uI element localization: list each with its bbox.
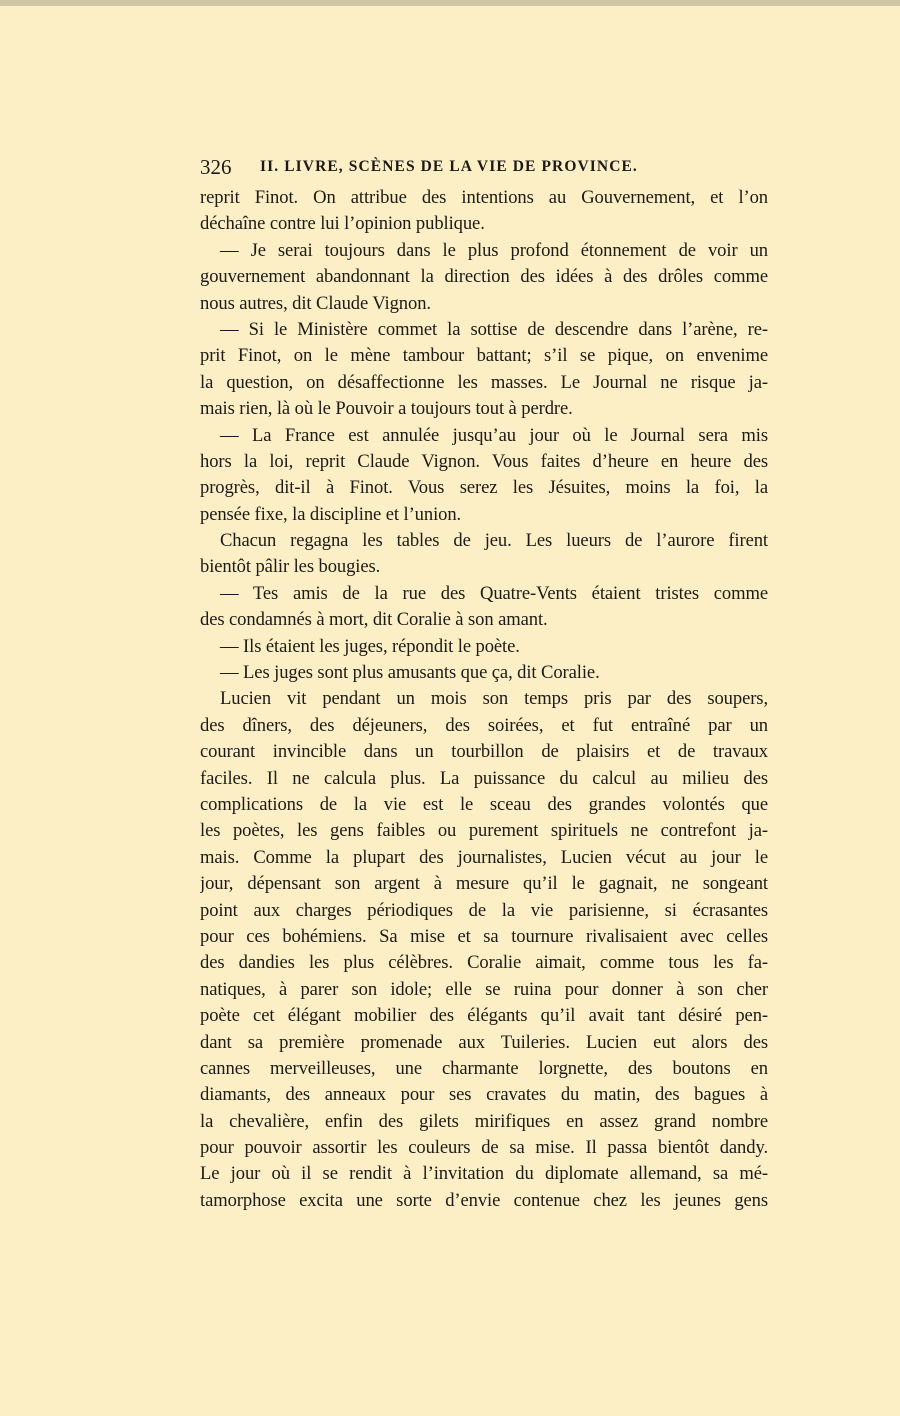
text-line: pensée fixe, la discipline et l’union. — [200, 503, 462, 525]
text-line: natiques, à parer son idole; elle se ruina pour donner à son cher — [200, 978, 768, 1000]
text-line: pour pouvoir assortir les couleurs de sa mise. Il passa bientôt dandy. — [200, 1137, 768, 1159]
page-header — [200, 155, 768, 181]
text-line: tamorphose excita une sorte d’envie contenue chez les jeunes gens — [200, 1189, 768, 1211]
text-line: la chevalière, enfin des gilets mirifiques en assez grand nombre — [200, 1110, 768, 1132]
text-line: déchaîne contre lui l’opinion publique. — [200, 213, 485, 235]
text-line: Le jour où il se rendit à l’invitation du diplomate allemand, sa mé- — [200, 1163, 768, 1185]
text-line: hors la loi, reprit Claude Vignon. Vous faites d’heure en heure des — [200, 450, 768, 472]
text-line: faciles. Il ne calcula plus. La puissance du calcul au milieu des — [200, 767, 768, 789]
text-line: prit Finot, on le mène tambour battant; s’il se pique, on envenime — [200, 345, 768, 367]
text-line: courant invincible dans un tourbillon de plaisirs et de travaux — [200, 741, 768, 763]
text-line: cannes merveilleuses, une charmante lorgnette, des boutons en — [200, 1057, 768, 1079]
text-line: des dandies les plus célèbres. Coralie aimait, comme tous les fa- — [200, 952, 768, 974]
text-line: mais. Comme la plupart des journalistes, Lucien vécut au jour le — [200, 846, 768, 868]
text-line: dant sa première promenade aux Tuileries. Lucien eut alors des — [200, 1031, 768, 1053]
text-line: Chacun regagna les tables de jeu. Les lueurs de l’aurore firent — [220, 530, 768, 552]
text-line: les poètes, les gens faibles ou purement spirituels ne contrefont ja- — [200, 820, 768, 842]
running-title: II. LIVRE, SCÈNES DE LA VIE DE PROVINCE. — [260, 158, 638, 175]
text-line: diamants, des anneaux pour ses cravates du matin, des bagues à — [200, 1084, 768, 1106]
text-line: gouvernement abandonnant la direction des idées à des drôles comme — [200, 266, 768, 288]
scan-edge — [0, 0, 900, 6]
text-line: pour ces bohémiens. Sa mise et sa tournure rivalisaient avec celles — [200, 925, 768, 947]
text-line: — Les juges sont plus amusants que ça, dit Coralie. — [220, 662, 600, 684]
text-line: point aux charges périodiques de la vie parisienne, si écrasantes — [200, 899, 768, 921]
text-line: bientôt pâlir les bougies. — [200, 556, 381, 578]
text-line: — Je serai toujours dans le plus profond étonnement de voir un — [220, 239, 768, 261]
text-line: la question, on désaffectionne les masses. Le Journal ne risque ja- — [200, 371, 768, 393]
text-line: nous autres, dit Claude Vignon. — [200, 292, 431, 314]
text-line: des dîners, des déjeuners, des soirées, et fut entraîné par un — [200, 714, 768, 736]
page-body-text — [200, 185, 768, 1214]
text-line: Lucien vit pendant un mois son temps pris par des soupers, — [220, 688, 768, 710]
text-line: des condamnés à mort, dit Coralie à son amant. — [200, 609, 548, 631]
page-number: 326 — [200, 155, 232, 179]
text-line: mais rien, là où le Pouvoir a toujours tout à perdre. — [200, 398, 573, 420]
text-line: complications de la vie est le sceau des grandes volontés que — [200, 793, 768, 815]
text-line: — Ils étaient les juges, répondit le poète. — [220, 635, 520, 657]
text-line: — Tes amis de la rue des Quatre-Vents étaient tristes comme — [220, 582, 768, 604]
text-line: jour, dépensant son argent à mesure qu’il le gagnait, ne songeant — [200, 873, 768, 895]
text-line: poète cet élégant mobilier des élégants qu’il avait tant désiré pen- — [200, 1005, 768, 1027]
text-line: progrès, dit-il à Finot. Vous serez les Jésuites, moins la foi, la — [200, 477, 768, 499]
text-line: — La France est annulée jusqu’au jour où le Journal sera mis — [220, 424, 768, 446]
text-line: — Si le Ministère commet la sottise de descendre dans l’arène, re- — [220, 318, 768, 340]
text-line: reprit Finot. On attribue des intentions au Gouvernement, et l’on — [200, 187, 768, 208]
